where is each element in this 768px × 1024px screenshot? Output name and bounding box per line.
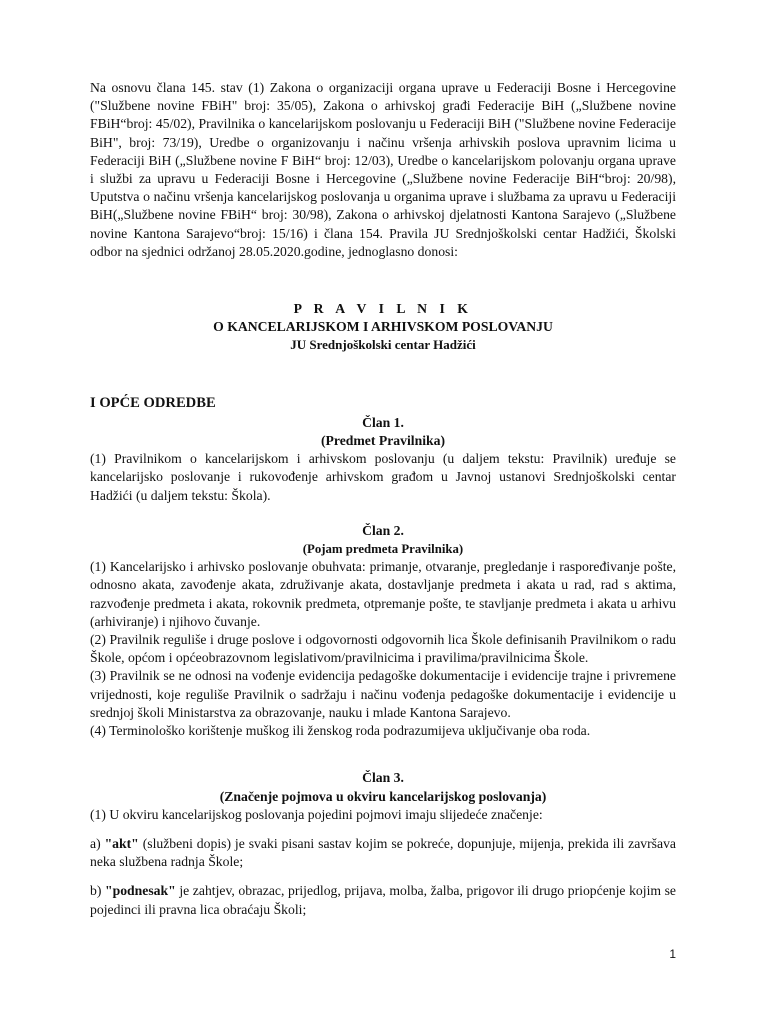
article-subheading: (Značenje pojmova u okviru kancelarijskog poslovanja)	[219, 788, 547, 804]
chapter-heading: I OPĆE ODREDBE	[90, 394, 216, 411]
article-heading: Član 3.	[362, 770, 404, 786]
definition-text: (službeni dopis) je svaki pisani sastav kojim se pokreće, dopunjuje, mijenja, prekida ili završava neka službena radnja Škole;	[90, 835, 676, 870]
article-heading: Član 1.	[362, 414, 404, 430]
article-paragraph: (2) Pravilnik reguliše i druge poslove i odgovornosti odgovornih lica Škole definisanih Pravilnikom o radu Škole, općom i općeobrazovnom legislativom/pravilnicima i pravilima/pravilnicima Škole.	[90, 632, 676, 666]
article-paragraph: (1) Pravilnikom o kancelarijskom i arhivskom poslovanju (u daljem tekstu: Pravilnik) uređuje se kancelarijsko poslovanje i rukovođenje arhivskom građom u Javnoj ustanovi Srednjoškolski centar Hadžići (u daljem tekstu: Škola).	[90, 451, 676, 503]
document-page	[90, 79, 676, 919]
institution-name: JU Srednjoškolski centar Hadžići	[290, 337, 476, 353]
page-number: 1	[669, 947, 676, 961]
article-paragraph: (3) Pravilnik se ne odnosi na vođenje evidencija pedagoške dokumentacije i evidencije trajne i privremene vrijednosti, koje reguliše Pravilnik o sadržaju i načinu vođenja pedagoške dokumentacije i evidencije u srednjoj školi Ministarstva za obrazovanje, nauku i mlade Kantona Sarajevo.	[90, 668, 676, 720]
definition-item	[90, 835, 676, 871]
article-3	[90, 769, 676, 918]
definition-prefix: a)	[90, 835, 105, 851]
article-subheading: (Predmet Pravilnika)	[320, 433, 446, 449]
definition-term: "akt"	[104, 835, 139, 851]
definition-term: "podnesak"	[105, 883, 176, 899]
article-2	[90, 522, 676, 740]
article-subheading: (Pojam predmeta Pravilnika)	[302, 542, 464, 557]
article-paragraph: (1) Kancelarijsko i arhivsko poslovanje obuhvata: primanje, otvaranje, pregledanje i raspoređivanje pošte, odnosno akata, zavođenje akata, združivanje akata, dostavljanje predmeta i akata u rad, rad s aktima, razvođenje predmeta i akata, rokovnik predmeta, otpremanje pošte, te stavljanje predmeta i akata u arhivu (arhiviranje) i njihovo čuvanje.	[90, 559, 676, 629]
definition-text: je zahtjev, obrazac, prijedlog, prijava, molba, žalba, prigovor ili drugo priopćenje kojim se pojedinci ili pravna lica obraćaju Školi;	[90, 883, 677, 917]
article-heading: Član 2.	[362, 522, 404, 538]
definition-item	[90, 882, 676, 918]
document-subtitle: O KANCELARIJSKOM I ARHIVSKOM POSLOVANJU	[213, 319, 553, 335]
document-title: P R A V I L N I K	[293, 301, 473, 317]
article-paragraph: (4) Terminološko korištenje muškog ili ženskog roda podrazumijeva uključivanje oba roda.	[90, 723, 591, 739]
definition-prefix: b)	[90, 883, 105, 899]
preamble-paragraph: Na osnovu člana 145. stav (1) Zakona o organizaciji organa uprave u Federaciji Bosne i Hercegovine ("Službene novine FBiH" broj: 35/05), Zakona o arhivskoj građi Federacije BiH („Službene novine FBiH“broj: 45/02), Pravilnika o kancelarijskom poslovanju u Federaciji BiH ("Službene novine Federacije BiH", broj: 73/19), Uredbe o organizovanju i načinu vršenja arhivskih poslova upravnim licima u Federaciji BiH („Službene novine F BiH“ broj: 12/03), Uredbe o kancelarijskom polovanju organa uprave i službi za upravu u Federaciji Bosne i Hercegovine („Službene novine Federacije BiH“broj: 20/98), Uputstva o načinu vršenja kancelarijskog poslovanja u organima uprave i službama za upravu u Federaciji BiH(„Službene novine FBiH“ broj: 30/98), Zakona o arhivskoj djelatnosti Kantona Sarajevo („Službene novine Kantona Sarajevo“broj: 15/16) i člana 154. Pravila JU Srednjoškolski centar Hadžići, Školski odbor na sjednici održanoj 28.05.2020.godine, jednoglasno donosi:	[90, 80, 676, 259]
article-intro: (1) U okviru kancelarijskog poslovanja pojedini pojmovi imaju slijedeće značenje:	[90, 806, 543, 822]
article-1	[90, 414, 676, 505]
